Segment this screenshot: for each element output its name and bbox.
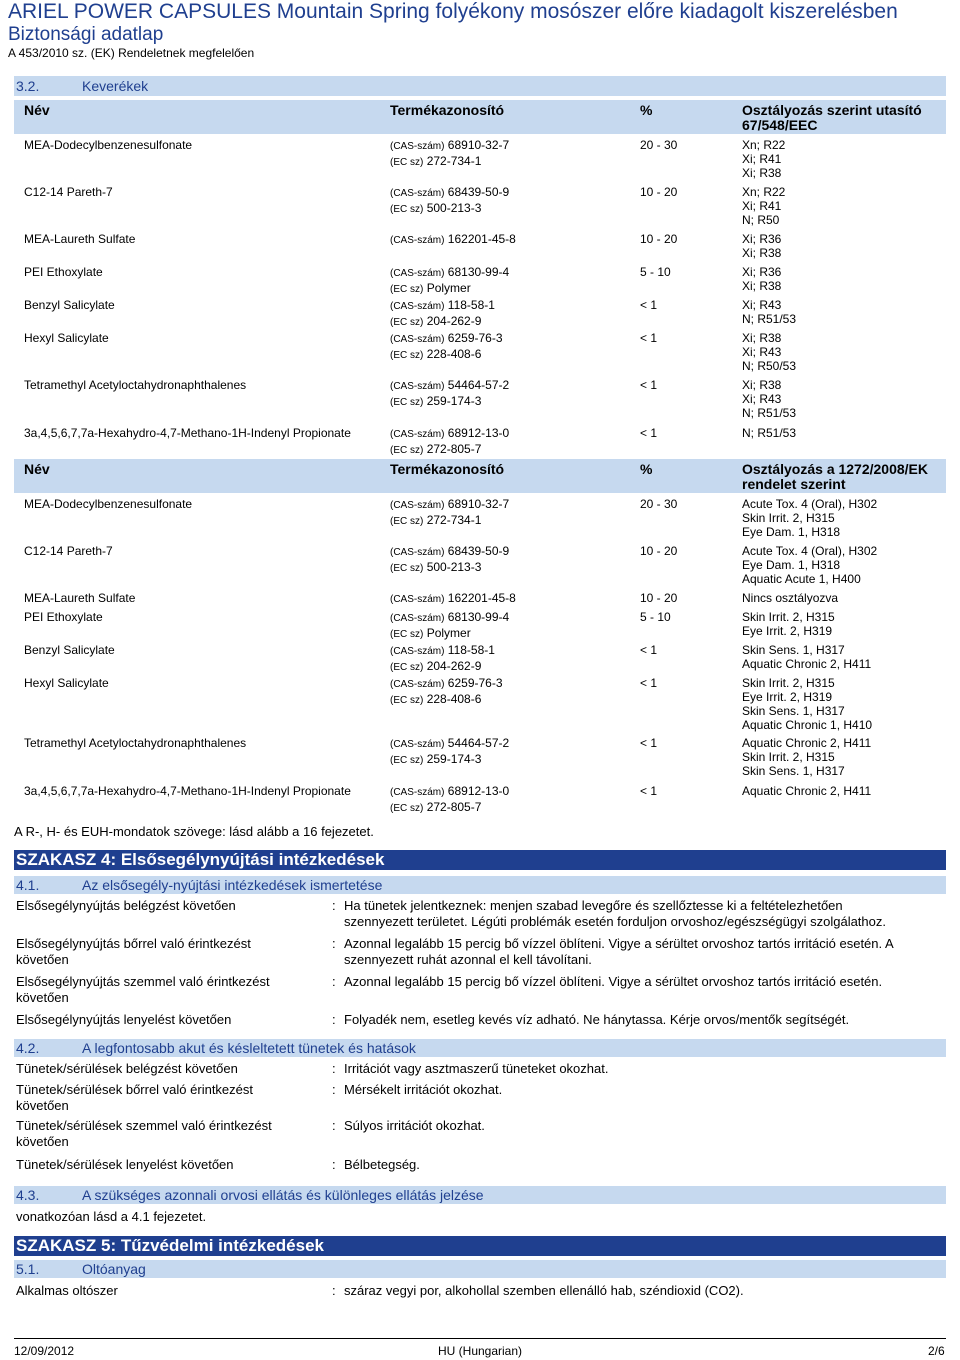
- substance-name: 3a,4,5,6,7,7a-Hexahydro-4,7-Methano-1H-Indenyl Propionate: [24, 784, 351, 798]
- cas-number: [390, 378, 509, 394]
- product-identifier: [390, 331, 503, 363]
- ec-value: 272-734-1: [426, 154, 482, 168]
- info-value-line: Azonnal legalább 15 percig bő vízzel öblíteni. Vigye a sérültet orvoshoz tartós irritáció esetén. A: [344, 936, 894, 951]
- classification-cell: [742, 544, 877, 586]
- substance-name: Benzyl Salicylate: [24, 298, 115, 312]
- cas-value: 162201-45-8: [447, 591, 516, 605]
- info-value: [344, 1012, 944, 1028]
- classification-entry: Xi; R41: [742, 199, 782, 213]
- classification-cell: [742, 298, 796, 326]
- info-value-line: Mérsékelt irritációt okozhat.: [344, 1082, 503, 1097]
- cas-number: [390, 676, 503, 692]
- product-identifier: [390, 426, 509, 458]
- cas-value: 68912-13-0: [447, 426, 510, 440]
- ec-value: 259-174-3: [426, 752, 482, 766]
- ec-number: [390, 800, 509, 816]
- info-label-line: Elsősegélynyújtás szemmel való érintkezést: [16, 974, 270, 989]
- ec-value: 500-213-3: [426, 560, 482, 574]
- product-identifier: [390, 610, 509, 642]
- classification-entry: N; R51/53: [742, 406, 797, 420]
- column-header-name: Név: [24, 102, 50, 118]
- cas-label: (CAS-szám): [390, 594, 445, 605]
- ec-label: (EC sz): [390, 445, 424, 456]
- product-identifier: [390, 676, 503, 708]
- section-4-2-heading: [14, 1039, 946, 1057]
- ec-label: (EC sz): [390, 284, 424, 295]
- classification-entry: Skin Sens. 1, H317: [742, 704, 845, 718]
- cas-value: 118-58-1: [447, 298, 495, 312]
- info-label: [16, 974, 306, 1006]
- footer-date: 12/09/2012: [14, 1344, 75, 1358]
- classification-entry: Xi; R41: [742, 152, 782, 166]
- ec-label: (EC sz): [390, 662, 424, 673]
- classification-entry: Skin Sens. 1, H317: [742, 643, 845, 657]
- cas-number: [390, 298, 495, 314]
- info-label-line: Tünetek/sérülések szemmel való érintkezést: [16, 1118, 272, 1133]
- substance-name: MEA-Laureth Sulfate: [24, 232, 136, 246]
- separator-colon: :: [332, 1157, 336, 1172]
- ec-value: 228-408-6: [426, 692, 482, 706]
- ec-number: [390, 626, 509, 642]
- ec-value: 228-408-6: [426, 347, 482, 361]
- ec-value: 259-174-3: [426, 394, 482, 408]
- classification-entry: Xi; R38: [742, 166, 782, 180]
- cas-number: [390, 591, 516, 607]
- substance-name: PEI Ethoxylate: [24, 610, 103, 624]
- classification-cell: [742, 185, 785, 227]
- substance-name: PEI Ethoxylate: [24, 265, 103, 279]
- info-value-line: Ha tünetek jelentkeznek: menjen szabad levegőre és szellőztesse ki a feltételezhetően: [344, 898, 843, 913]
- ec-label: (EC sz): [390, 516, 424, 527]
- ec-number: [390, 314, 495, 330]
- ec-number: [390, 752, 509, 768]
- section-title: A szükséges azonnali orvosi ellátás és különleges ellátás jelzése: [82, 1187, 484, 1203]
- concentration-percent: < 1: [640, 378, 658, 392]
- section-number: 3.2.: [16, 78, 40, 94]
- ec-value: 272-805-7: [426, 800, 482, 814]
- info-label-line: Elsősegélynyújtás bőrrel való érintkezést: [16, 936, 251, 951]
- regulation-note: A 453/2010 sz. (EK) Rendeletnek megfelelően: [8, 46, 255, 60]
- cas-value: 54464-57-2: [447, 736, 510, 750]
- cas-label: (CAS-szám): [390, 301, 445, 312]
- classification-entry: Eye Irrit. 2, H319: [742, 624, 833, 638]
- cas-value: 68910-32-7: [447, 497, 510, 511]
- cas-number: [390, 232, 516, 248]
- cas-label: (CAS-szám): [390, 739, 445, 750]
- classification-entry: Skin Sens. 1, H317: [742, 764, 845, 778]
- classification-cell: [742, 784, 871, 798]
- info-label: [16, 898, 306, 914]
- substance-name: 3a,4,5,6,7,7a-Hexahydro-4,7-Methano-1H-Indenyl Propionate: [24, 426, 351, 440]
- classification-entry: Xi; R38: [742, 378, 782, 392]
- classification-entry: Xi; R36: [742, 265, 782, 279]
- concentration-percent: 5 - 10: [640, 265, 671, 279]
- classification-entry: Aquatic Chronic 2, H411: [742, 736, 872, 750]
- info-value-line: Súlyos irritációt okozhat.: [344, 1118, 485, 1133]
- info-value: [344, 1061, 944, 1077]
- classification-cell: [742, 426, 796, 440]
- product-identifier: [390, 544, 509, 576]
- info-label-line: Tünetek/sérülések belégzést követően: [16, 1061, 238, 1076]
- classification-entry: N; R50/53: [742, 359, 797, 373]
- product-identifier: [390, 784, 509, 816]
- concentration-percent: < 1: [640, 426, 658, 440]
- info-label-line: követően: [16, 1098, 69, 1113]
- cas-number: [390, 784, 509, 800]
- classification-entry: Eye Dam. 1, H318: [742, 525, 841, 539]
- section-4-1-heading: [14, 876, 946, 894]
- cas-number: [390, 265, 509, 281]
- info-value: [344, 1118, 944, 1134]
- info-value: [344, 974, 944, 990]
- info-label-line: követően: [16, 990, 69, 1005]
- table-header: [14, 459, 946, 493]
- ec-label: (EC sz): [390, 629, 424, 640]
- classification-entry: Skin Irrit. 2, H315: [742, 750, 835, 764]
- cas-value: 68130-99-4: [447, 610, 510, 624]
- product-identifier: [390, 591, 516, 607]
- substance-name: MEA-Dodecylbenzenesulfonate: [24, 497, 193, 511]
- info-value: [344, 1157, 944, 1173]
- info-value-line: Azonnal legalább 15 percig bő vízzel öblíteni. Vigye a sérültet orvoshoz tartós irritáció esetén.: [344, 974, 883, 989]
- column-header-percent: %: [640, 461, 653, 477]
- cas-label: (CAS-szám): [390, 547, 445, 558]
- cas-label: (CAS-szám): [390, 679, 445, 690]
- classification-entry: Nincs osztályozva: [742, 591, 839, 605]
- cas-value: 54464-57-2: [447, 378, 510, 392]
- document-subtitle: Biztonsági adatlap: [8, 24, 164, 45]
- info-value: [344, 936, 944, 968]
- classification-entry: Xi; R36: [742, 232, 782, 246]
- classification-entry: Xn; R22: [742, 138, 786, 152]
- footer-language: HU (Hungarian): [438, 1344, 523, 1358]
- cas-number: [390, 426, 509, 442]
- separator-colon: :: [332, 1012, 336, 1027]
- product-identifier: [390, 265, 509, 297]
- column-header-identifier: Termékazonosító: [390, 102, 505, 118]
- info-value: [344, 898, 944, 930]
- classification-entry: N; R51/53: [742, 312, 797, 326]
- substance-name: Tetramethyl Acetyloctahydronaphthalenes: [24, 378, 247, 392]
- classification-table-1272-2008: [14, 459, 946, 814]
- section-title: Keverékek: [82, 78, 149, 94]
- substance-name: Benzyl Salicylate: [24, 643, 115, 657]
- ec-label: (EC sz): [390, 317, 424, 328]
- classification-cell: [742, 676, 872, 732]
- info-label: [16, 1283, 306, 1299]
- classification-cell: [742, 265, 781, 293]
- cas-value: 68910-32-7: [447, 138, 510, 152]
- concentration-percent: < 1: [640, 643, 658, 657]
- substance-name: C12-14 Pareth-7: [24, 185, 113, 199]
- classification-entry: Xi; R43: [742, 298, 782, 312]
- column-header-name: Név: [24, 461, 50, 477]
- column-header-classification: [742, 103, 922, 133]
- rh-phrases-note: A R-, H- és EUH-mondatok szövege: lásd alább a 16 fejezetet.: [14, 824, 374, 839]
- ec-label: (EC sz): [390, 755, 424, 766]
- cas-value: 6259-76-3: [447, 676, 503, 690]
- classification-header-line: Osztályozás a 1272/2008/EK: [742, 461, 929, 477]
- substance-name: C12-14 Pareth-7: [24, 544, 113, 558]
- cas-label: (CAS-szám): [390, 188, 445, 199]
- classification-entry: Aquatic Chronic 1, H410: [742, 718, 873, 732]
- product-identifier: [390, 736, 509, 768]
- classification-header-line: rendelet szerint: [742, 476, 846, 492]
- classification-entry: Xi; R38: [742, 279, 782, 293]
- concentration-percent: < 1: [640, 331, 658, 345]
- ec-number: [390, 659, 495, 675]
- info-value-line: szennyezett ruhát azonnal el kell távolítani.: [344, 952, 592, 967]
- substance-name: Hexyl Salicylate: [24, 676, 109, 690]
- info-label-line: Tünetek/sérülések lenyelést követően: [16, 1157, 234, 1172]
- ec-number: [390, 513, 509, 529]
- concentration-percent: < 1: [640, 676, 658, 690]
- classification-entry: Skin Irrit. 2, H315: [742, 610, 835, 624]
- ec-value: 204-262-9: [426, 314, 482, 328]
- separator-colon: :: [332, 898, 336, 913]
- concentration-percent: 20 - 30: [640, 497, 678, 511]
- concentration-percent: 10 - 20: [640, 232, 678, 246]
- cas-number: [390, 610, 509, 626]
- cas-value: 68439-50-9: [447, 544, 510, 558]
- column-header-identifier: Termékazonosító: [390, 461, 505, 477]
- product-identifier: [390, 232, 516, 248]
- classification-table-67-548: [14, 100, 946, 456]
- section-title: Az elsősegély-nyújtási intézkedések ismertetése: [82, 877, 383, 893]
- ec-value: Polymer: [426, 626, 471, 640]
- classification-entry: N; R50: [742, 213, 780, 227]
- concentration-percent: 20 - 30: [640, 138, 678, 152]
- cas-value: 6259-76-3: [447, 331, 503, 345]
- section-number: 4.1.: [16, 877, 40, 893]
- cas-value: 68130-99-4: [447, 265, 510, 279]
- classification-cell: [742, 736, 871, 778]
- classification-cell: [742, 643, 871, 671]
- cas-number: [390, 544, 509, 560]
- classification-entry: Eye Dam. 1, H318: [742, 558, 841, 572]
- info-value-line: száraz vegyi por, alkohollal szemben ellenálló hab, széndioxid (CO2).: [344, 1283, 744, 1298]
- info-label: [16, 1118, 306, 1150]
- section-4-3-heading: [14, 1186, 946, 1204]
- classification-entry: Aquatic Acute 1, H400: [742, 572, 861, 586]
- classification-header-line: 67/548/EEC: [742, 117, 818, 133]
- cas-value: 162201-45-8: [447, 232, 516, 246]
- ec-number: [390, 442, 509, 458]
- separator-colon: :: [332, 974, 336, 989]
- classification-cell: [742, 610, 835, 638]
- ec-label: (EC sz): [390, 803, 424, 814]
- column-header-percent: %: [640, 102, 653, 118]
- separator-colon: :: [332, 936, 336, 951]
- cas-label: (CAS-szám): [390, 646, 445, 657]
- info-label-line: Alkalmas oltószer: [16, 1283, 118, 1298]
- section-number: 4.3.: [16, 1187, 40, 1203]
- classification-entry: Xi; R38: [742, 331, 782, 345]
- separator-colon: :: [332, 1082, 336, 1097]
- ec-value: 204-262-9: [426, 659, 482, 673]
- classification-entry: Aquatic Chronic 2, H411: [742, 784, 872, 798]
- cas-label: (CAS-szám): [390, 500, 445, 511]
- classification-entry: Acute Tox. 4 (Oral), H302: [742, 544, 878, 558]
- cas-label: (CAS-szám): [390, 381, 445, 392]
- classification-cell: [742, 232, 781, 260]
- ec-number: [390, 154, 509, 170]
- concentration-percent: 10 - 20: [640, 544, 678, 558]
- document-title: ARIEL POWER CAPSULES Mountain Spring folyékony mosószer előre kiadagolt kiszerelésben: [8, 0, 898, 23]
- substance-name: MEA-Laureth Sulfate: [24, 591, 136, 605]
- product-identifier: [390, 378, 509, 410]
- ec-label: (EC sz): [390, 397, 424, 408]
- ec-number: [390, 560, 509, 576]
- separator-colon: :: [332, 1118, 336, 1133]
- ec-number: [390, 281, 509, 297]
- classification-cell: [742, 591, 838, 605]
- classification-entry: Xi; R43: [742, 392, 782, 406]
- classification-entry: Xi; R38: [742, 246, 782, 260]
- classification-cell: [742, 138, 785, 180]
- info-value: [344, 1283, 944, 1299]
- separator-colon: :: [332, 1283, 336, 1298]
- cas-number: [390, 331, 503, 347]
- classification-entry: N; R51/53: [742, 426, 797, 440]
- info-value: [344, 1082, 944, 1098]
- section-5-1-heading: [14, 1260, 946, 1278]
- info-value-line: Irritációt vagy asztmaszerű tüneteket okozhat.: [344, 1061, 609, 1076]
- info-value-line: Bélbetegség.: [344, 1157, 420, 1172]
- info-label-line: Elsősegélynyújtás lenyelést követően: [16, 1012, 232, 1027]
- substance-name: Tetramethyl Acetyloctahydronaphthalenes: [24, 736, 247, 750]
- substance-name: MEA-Dodecylbenzenesulfonate: [24, 138, 193, 152]
- info-value-line: szennyezett területet. Légúti problémák esetén forduljon orvoshoz/egészségügyi szolgálathoz.: [344, 914, 886, 929]
- footer-page-number: 2/6: [928, 1344, 945, 1358]
- concentration-percent: 10 - 20: [640, 591, 678, 605]
- info-label: [16, 936, 306, 968]
- classification-entry: Eye Irrit. 2, H319: [742, 690, 833, 704]
- ec-value: Polymer: [426, 281, 471, 295]
- concentration-percent: 10 - 20: [640, 185, 678, 199]
- ec-label: (EC sz): [390, 695, 424, 706]
- classification-entry: Xi; R43: [742, 345, 782, 359]
- ec-value: 272-805-7: [426, 442, 482, 456]
- column-header-classification: [742, 462, 928, 492]
- cas-label: (CAS-szám): [390, 268, 445, 279]
- info-label: [16, 1082, 306, 1114]
- product-identifier: [390, 298, 495, 330]
- section-5-heading: SZAKASZ 5: Tűzvédelmi intézkedések: [14, 1236, 946, 1256]
- cas-label: (CAS-szám): [390, 429, 445, 440]
- ec-label: (EC sz): [390, 204, 424, 215]
- info-label: [16, 1157, 306, 1173]
- classification-header-line: Osztályozás szerint utasító: [742, 102, 922, 118]
- ec-number: [390, 347, 503, 363]
- separator-colon: :: [332, 1061, 336, 1076]
- product-identifier: [390, 138, 509, 170]
- concentration-percent: 5 - 10: [640, 610, 671, 624]
- cas-value: 118-58-1: [447, 643, 495, 657]
- classification-cell: [742, 378, 796, 420]
- cas-label: (CAS-szám): [390, 334, 445, 345]
- ec-label: (EC sz): [390, 350, 424, 361]
- cas-label: (CAS-szám): [390, 235, 445, 246]
- concentration-percent: < 1: [640, 736, 658, 750]
- classification-entry: Aquatic Chronic 2, H411: [742, 657, 872, 671]
- substance-name: Hexyl Salicylate: [24, 331, 109, 345]
- section-number: 5.1.: [16, 1261, 40, 1277]
- concentration-percent: < 1: [640, 784, 658, 798]
- cas-number: [390, 736, 509, 752]
- classification-cell: [742, 497, 877, 539]
- ec-value: 500-213-3: [426, 201, 482, 215]
- section-number: 4.2.: [16, 1040, 40, 1056]
- product-identifier: [390, 185, 509, 217]
- info-value-line: Folyadék nem, esetleg kevés víz adható. Ne hánytassa. Kérje orvos/mentők segítségét.: [344, 1012, 850, 1027]
- classification-entry: Skin Irrit. 2, H315: [742, 676, 835, 690]
- info-label-line: Tünetek/sérülések bőrrel való érintkezést: [16, 1082, 254, 1097]
- section-title: Oltóanyag: [82, 1261, 146, 1277]
- cas-label: (CAS-szám): [390, 787, 445, 798]
- cas-number: [390, 497, 509, 513]
- ec-number: [390, 394, 509, 410]
- ec-number: [390, 201, 509, 217]
- classification-entry: Xn; R22: [742, 185, 786, 199]
- section-4-heading: SZAKASZ 4: Elsősegélynyújtási intézkedések: [14, 850, 946, 870]
- cas-number: [390, 185, 509, 201]
- classification-entry: Acute Tox. 4 (Oral), H302: [742, 497, 878, 511]
- cas-value: 68439-50-9: [447, 185, 510, 199]
- info-label-line: követően: [16, 952, 69, 967]
- cas-label: (CAS-szám): [390, 613, 445, 624]
- table-header: [14, 100, 946, 134]
- ec-value: 272-734-1: [426, 513, 482, 527]
- cas-number: [390, 643, 495, 659]
- product-identifier: [390, 497, 509, 529]
- ec-label: (EC sz): [390, 157, 424, 168]
- product-identifier: [390, 643, 495, 675]
- section-3-2-heading: [14, 76, 946, 96]
- ec-label: (EC sz): [390, 563, 424, 574]
- section-4-3-text: vonatkozóan lásd a 4.1 fejezetet.: [16, 1209, 207, 1224]
- ec-number: [390, 692, 503, 708]
- footer-divider: [14, 1338, 946, 1339]
- info-label: [16, 1012, 306, 1028]
- section-title: A legfontosabb akut és késleltetett tünetek és hatások: [82, 1040, 416, 1056]
- cas-number: [390, 138, 509, 154]
- info-label: [16, 1061, 306, 1077]
- info-label-line: követően: [16, 1134, 69, 1149]
- cas-label: (CAS-szám): [390, 141, 445, 152]
- classification-cell: [742, 331, 796, 373]
- info-label-line: Elsősegélynyújtás belégzést követően: [16, 898, 236, 913]
- cas-value: 68912-13-0: [447, 784, 510, 798]
- classification-entry: Skin Irrit. 2, H315: [742, 511, 835, 525]
- concentration-percent: < 1: [640, 298, 658, 312]
